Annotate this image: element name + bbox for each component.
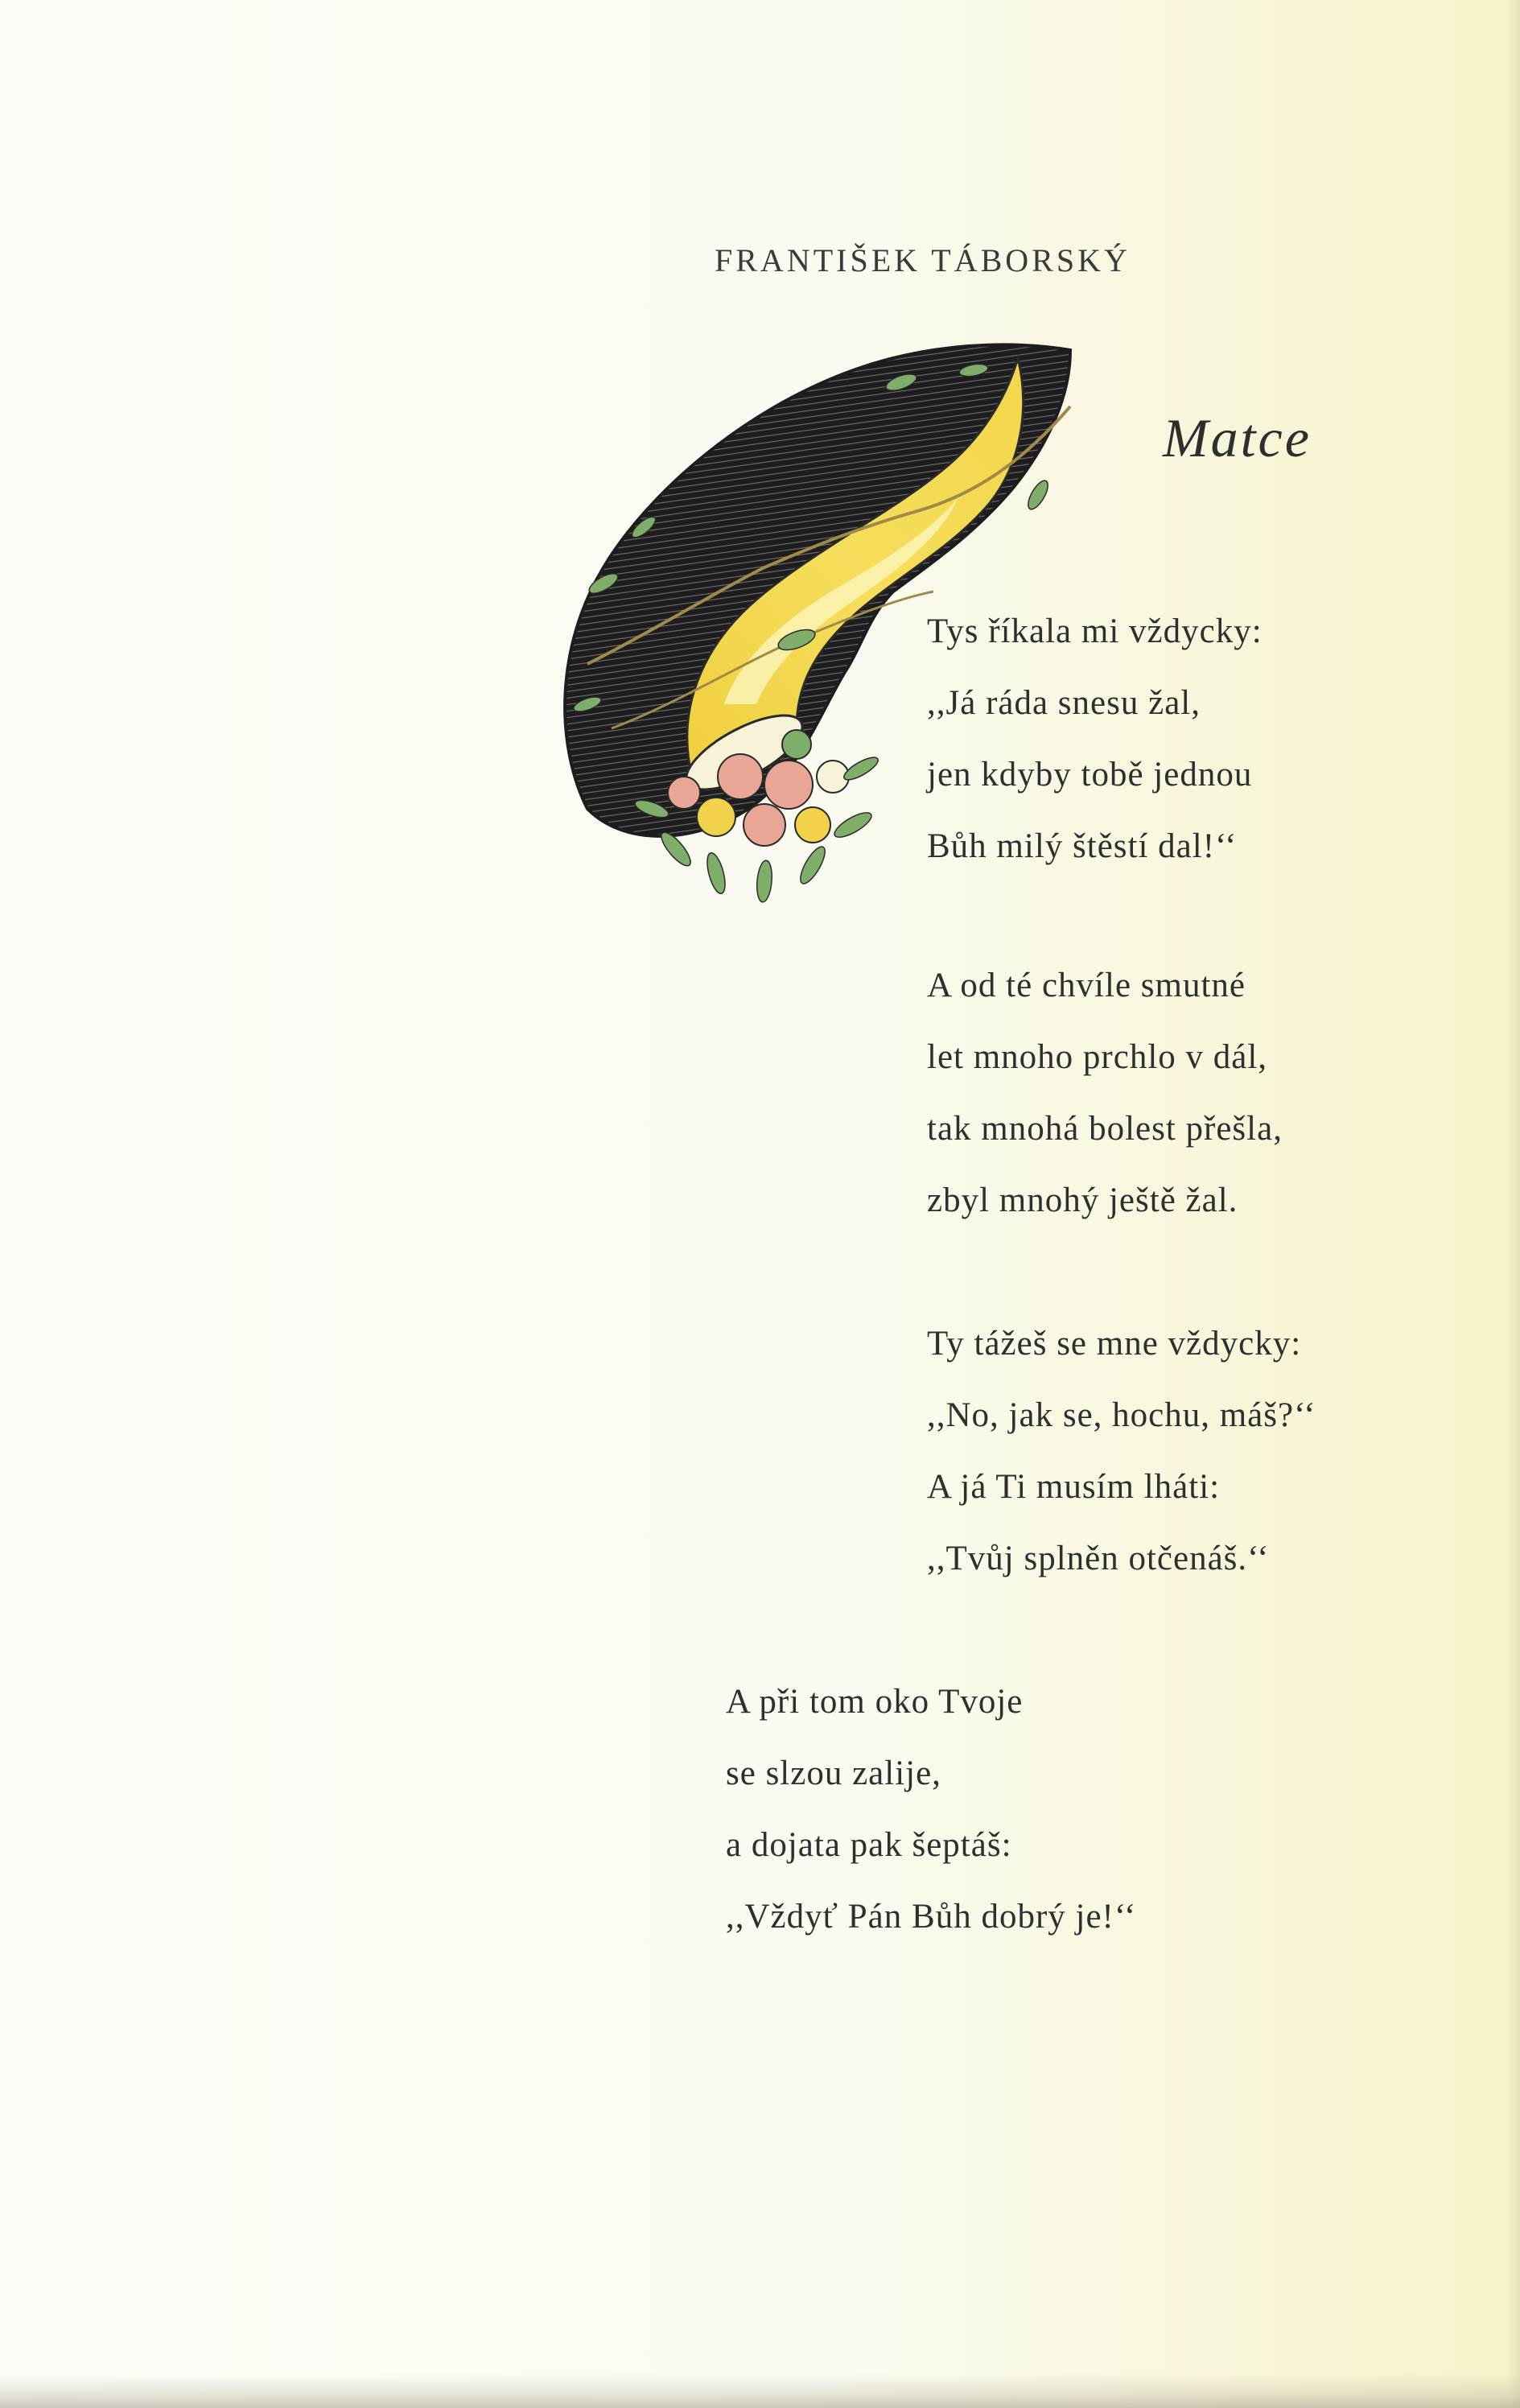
poem-line: ,,Vždyť Pán Bůh dobrý je!‘‘ — [726, 1898, 1137, 1936]
stanza-4 — [726, 1666, 1136, 1952]
poem-line: ,,Já ráda snesu žal, — [927, 684, 1201, 722]
author-name: FRANTIŠEK TÁBORSKÝ — [715, 242, 1131, 278]
stanza-1 — [927, 596, 1263, 882]
poem-line: Bůh milý štěstí dal!‘‘ — [927, 827, 1238, 865]
poem-title: Matce — [1163, 407, 1312, 468]
poem-line: zbyl mnohý ještě žal. — [927, 1181, 1238, 1219]
poem-line: A od té chvíle smutné — [927, 967, 1246, 1004]
page-edge-bottom — [0, 2374, 1520, 2408]
poem-line: se slzou zalije, — [726, 1754, 941, 1792]
poem-line: Tys říkala mi vždycky: — [927, 612, 1263, 650]
poem-line: tak mnohá bolest přešla, — [927, 1110, 1283, 1148]
poem-line: A při tom oko Tvoje — [726, 1683, 1024, 1721]
poem-line: let mnoho prchlo v dál, — [927, 1038, 1268, 1076]
page-edge-right — [1506, 0, 1520, 2408]
poem-line: jen kdyby tobě jednou — [927, 756, 1253, 794]
poem-line: ,,No, jak se, hochu, máš?‘‘ — [927, 1396, 1316, 1434]
stanza-2 — [927, 950, 1283, 1236]
poem-line: A já Ti musím lháti: — [927, 1468, 1221, 1506]
poem-line: a dojata pak šeptáš: — [726, 1826, 1012, 1864]
stanza-3 — [927, 1308, 1316, 1594]
poem-line: ,,Tvůj splněn otčenáš.‘‘ — [927, 1540, 1270, 1577]
poem-line: Ty tážeš se mne vždycky: — [927, 1325, 1302, 1363]
